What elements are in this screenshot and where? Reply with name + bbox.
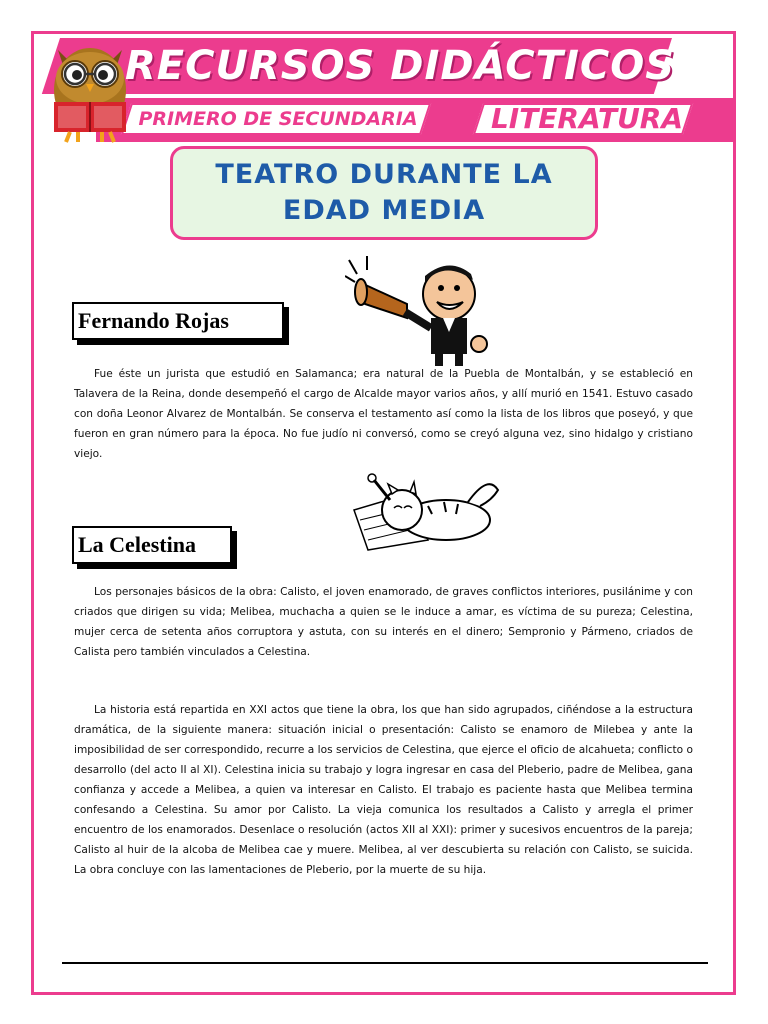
garfield-sleeping-illustration xyxy=(348,470,503,554)
paragraph-plot: La historia está repartida en XXI actos que tiene la obra, los que han sido agrupados, ciñéndose a la estructura dramática, de la siguiente manera: situación inicial o presentación: Calisto se enamoro de Milebea y ante la imposibilidad de ser correspondido, recurre a los servicios de Celestina, que ejerce el oficio de alcahueta; conflicto o desarrollo (del acto II al XI). Celestina inicia su trabajo y logra ingresar en casa del Pleberio, padre de Melibea, gana confianza y accede a Melibea, a quien va interesar en Calisto. El trabajo es paciente hasta que Melibea termina confesando a Celestina. Su amor por Calisto. La vieja comunica los resultados a Calisto y arregla el primer encuentro de los enamorados. Desenlace o resolución (actos XII al XXI): primer y sucesivos encuentros de la pareja; Calisto al huir de la alcoba de Melibea cae y muere. Melibea, al ver descubierta su relación con Calisto, se suicida. La obra concluye con las lamentaciones de Pleberio, por la muerte de su hija. xyxy=(74,704,693,876)
paragraph-fernando-rojas: Fue éste un jurista que estudió en Salamanca; era natural de la Puebla de Montalbán, y se estableció en Talavera de la Reina, donde desempeñó el cargo de Alcalde mayor varios años, y allí murió en 1541. Estuvo casado con doña Leonor Alvarez de Montalbán. Se conserva el testamento así como la lista de los libros que poseyó, y que fueron en gran número para la época. No fue judío ni conversó, como se creyó alguna vez, sino hidalgo y cristiano viejo. xyxy=(74,368,693,460)
section-heading-la-celestina: La Celestina xyxy=(72,526,232,564)
paragraph-characters: Los personajes básicos de la obra: Calisto, el joven enamorado, de graves conflictos interiores, pusilánime y con criados que dirigen su vida; Melibea, muchacha a quien se le induce a amar, es víctima de su pureza; Celestina, mujer cerca de setenta años corruptora y astuta, con su interés en el dinero; Sempronio y Pármeno, criados de Calista pero también vinculados a Celestina. xyxy=(74,586,693,658)
document-title-box xyxy=(170,146,598,240)
footer-rule xyxy=(62,962,708,964)
section-heading-fernando-rojas: Fernando Rojas xyxy=(72,302,284,340)
owl-reading-icon xyxy=(44,28,136,144)
grade-label: PRIMERO DE SECUNDARIA xyxy=(138,108,418,130)
header-title: RECURSOS DIDÁCTICOS xyxy=(124,43,675,89)
document-title: TEATRO DURANTE LA EDAD MEDIA xyxy=(215,159,553,226)
megaphone-man-illustration xyxy=(345,252,495,368)
subject-label: LITERATURA xyxy=(490,102,684,135)
